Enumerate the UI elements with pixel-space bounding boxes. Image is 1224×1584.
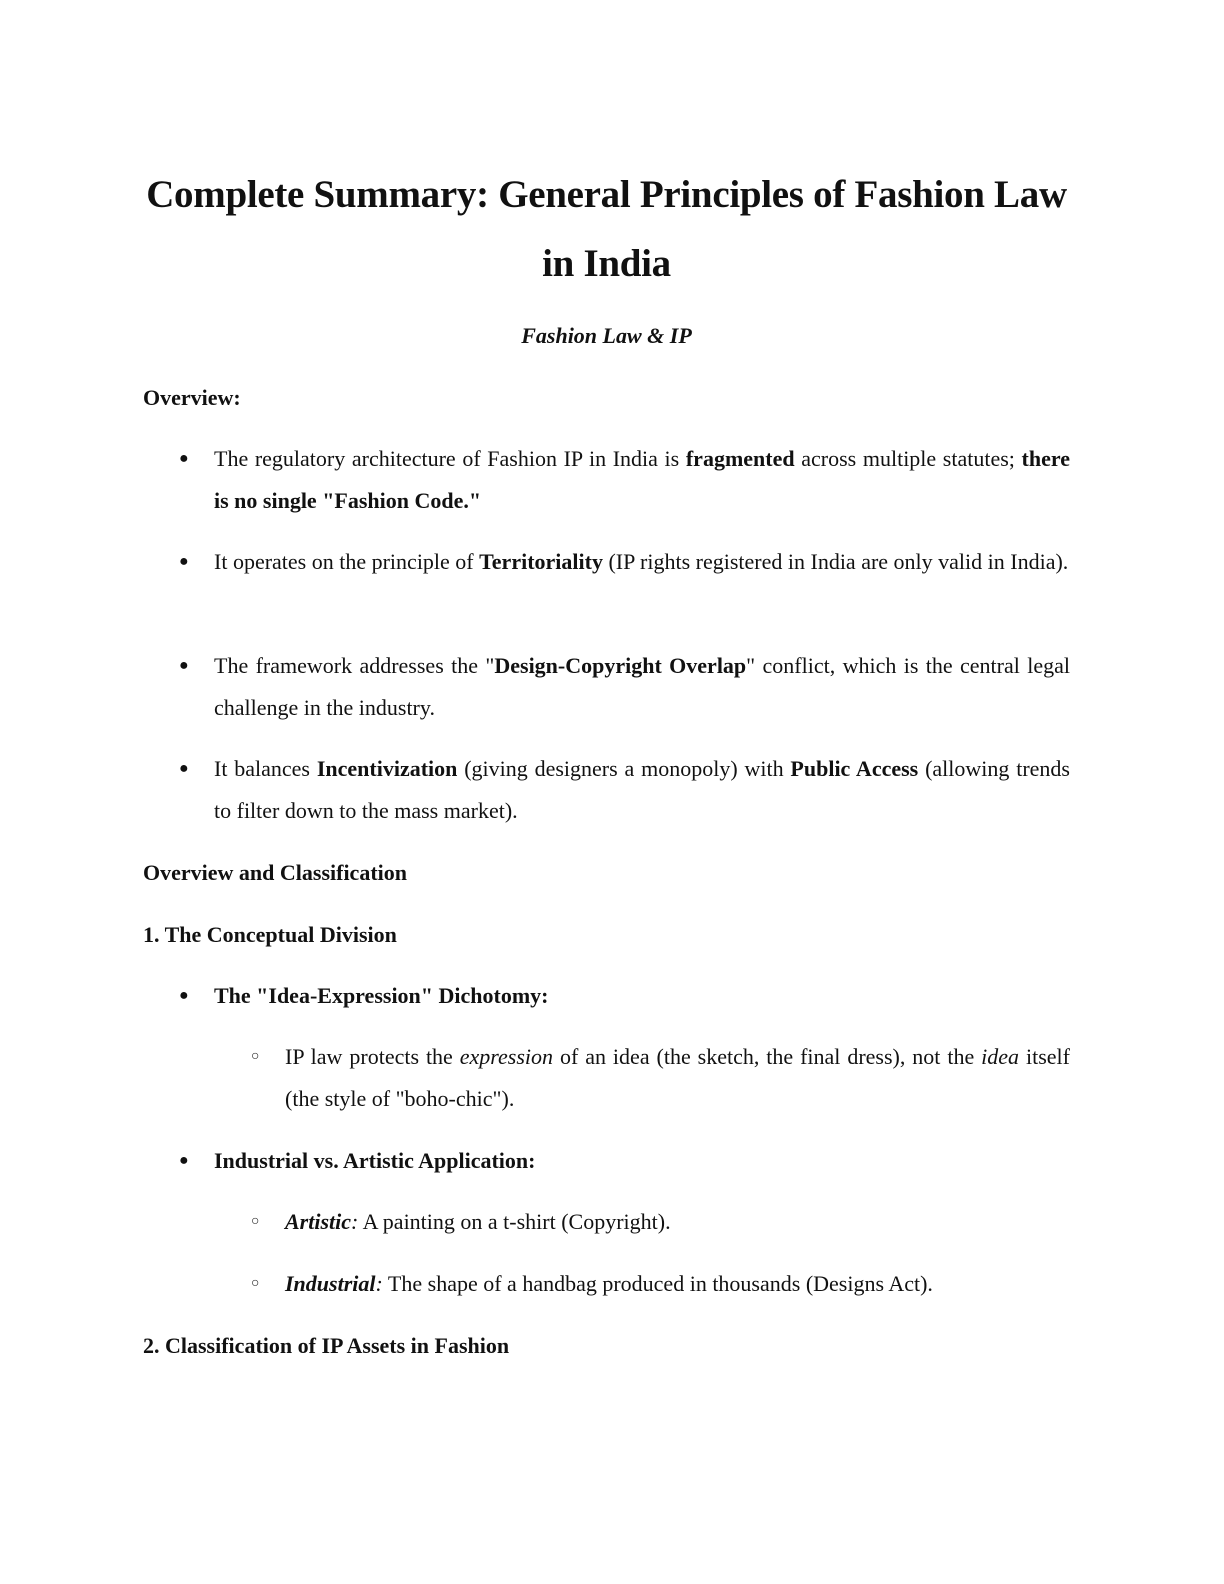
bullet-icon: ● <box>179 657 189 674</box>
bold-text: there is no single "Fashion Code." <box>214 446 1071 513</box>
bullet-icon: ● <box>179 760 189 777</box>
bold-text: Industrial vs. Artistic Application: <box>214 1148 536 1173</box>
idea-expression-item <box>214 975 1070 1017</box>
section-heading: Overview and Classification <box>143 860 407 885</box>
industrial-subitem <box>285 1263 1070 1305</box>
text: The framework addresses the " <box>214 653 495 678</box>
italic-text: : <box>375 1271 383 1296</box>
section-1-heading: 1. The Conceptual Division <box>143 922 397 947</box>
bold-text: Territoriality <box>479 549 603 574</box>
hollow-bullet-icon: ○ <box>251 1049 260 1064</box>
text: A painting on a t-shirt (Copyright). <box>358 1209 671 1234</box>
overview-bullet-2 <box>214 541 1070 583</box>
text: (allowing trends to filter down to the mass market). <box>214 756 1070 823</box>
overview-bullet-4 <box>214 748 1070 832</box>
text: (giving designers a monopoly) with <box>457 756 791 781</box>
text: The regulatory architecture of Fashion IP in India is <box>214 446 686 471</box>
italic-text: : <box>351 1209 359 1234</box>
document-title: Complete Summary: General Principles of Fashion Law in India <box>146 173 1067 285</box>
text: itself (the style of "boho-chic"). <box>285 1044 1070 1111</box>
document-subtitle: Fashion Law & IP <box>521 323 692 348</box>
bold-text: Incentivization <box>316 756 458 781</box>
text: " conflict, which is the central legal challenge in the industry. <box>214 653 1070 720</box>
section-2-heading: 2. Classification of IP Assets in Fashion <box>143 1333 510 1358</box>
text: It operates on the principle of <box>214 549 480 574</box>
idea-expression-subitem <box>285 1036 1070 1120</box>
bold-italic-text: Industrial <box>285 1271 376 1296</box>
bold-text: Design-Copyright Overlap <box>494 653 747 678</box>
bullet-icon: ● <box>179 1152 189 1169</box>
bullet-icon: ● <box>179 987 189 1004</box>
bold-text: Public Access <box>790 756 919 781</box>
bold-text: fragmented <box>685 446 795 471</box>
text: IP law protects the <box>285 1044 460 1069</box>
bold-italic-text: Artistic <box>285 1209 352 1234</box>
hollow-bullet-icon: ○ <box>251 1214 260 1229</box>
industrial-artistic-item <box>214 1140 1070 1182</box>
italic-text: expression <box>459 1044 554 1069</box>
overview-heading: Overview: <box>143 385 241 410</box>
overview-bullet-1 <box>214 438 1070 522</box>
text: across multiple statutes; <box>794 446 1022 471</box>
overview-bullet-3 <box>214 645 1070 729</box>
italic-text: idea <box>981 1044 1020 1069</box>
bullet-icon: ● <box>179 450 189 467</box>
bullet-icon: ● <box>179 553 189 570</box>
hollow-bullet-icon: ○ <box>251 1276 260 1291</box>
text: (IP rights registered in India are only valid in India). <box>602 549 1069 574</box>
text: The shape of a handbag produced in thousands (Designs Act). <box>382 1271 933 1296</box>
artistic-subitem <box>285 1201 1070 1243</box>
text: It balances <box>214 756 317 781</box>
bold-text: The "Idea-Expression" Dichotomy: <box>214 983 549 1008</box>
text: of an idea (the sketch, the final dress), not the <box>553 1044 982 1069</box>
